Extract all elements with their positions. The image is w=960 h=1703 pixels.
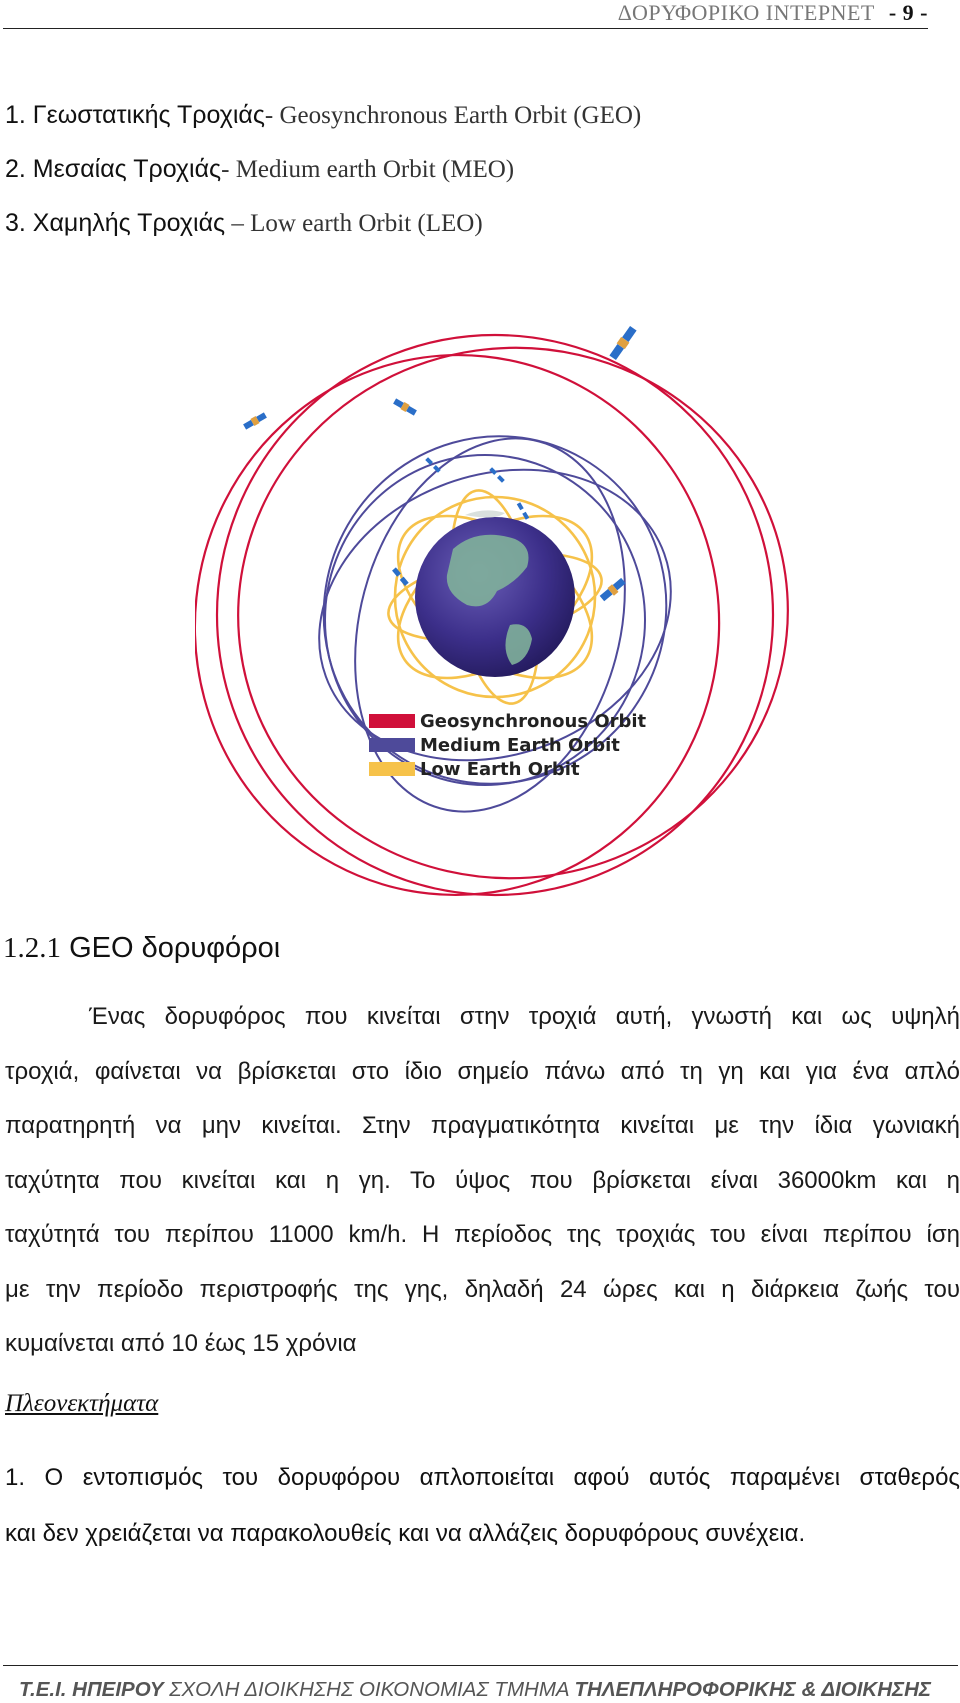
list-item-english: Low earth Orbit (LEO) <box>250 210 483 237</box>
legend-meo-label: Medium Earth Orbit <box>420 735 620 756</box>
list-item-separator: - <box>264 102 280 129</box>
footer-institution: Τ.Ε.Ι. ΗΠΕΙΡΟΥ <box>19 1678 164 1701</box>
advantage-line: και δεν χρειάζεται να παρακολουθείς και να αλλάζεις δορυφόρους συνέχεια. <box>5 1520 806 1547</box>
advantages-list <box>5 1450 960 1562</box>
legend-geo-label: Geosynchronous Orbit <box>420 711 647 732</box>
advantages-heading: Πλεονεκτήματα <box>5 1390 159 1417</box>
paragraph-line: ταχύτητά του περίπου 11000 km/h. Η περίοδος της τροχιάς του είναι περίπου ίση <box>5 1221 960 1248</box>
section-title <box>3 932 280 965</box>
body-paragraph <box>5 990 960 1372</box>
list-item-english: Geosynchronous Earth Orbit (GEO) <box>279 102 642 129</box>
paragraph-line: ταχύτητα που κινείται και η γη. Το ύψος που βρίσκεται είναι 36000km και η <box>5 1166 960 1194</box>
list-item-separator: - <box>221 156 236 183</box>
list-item-separator: – <box>225 210 251 237</box>
advantage-line: 1. Ο εντοπισμός του δορυφόρου απλοποιείται αφού αυτός παραμένει σταθερός <box>5 1464 960 1491</box>
list-item-greek: 3. Χαμηλής Τροχιάς <box>5 209 226 237</box>
paragraph-line: τροχιά, φαίνεται να βρίσκεται στο ίδιο σημείο πάνω από τη γη και για ένα απλό <box>5 1057 960 1085</box>
legend-leo-label: Low Earth Orbit <box>420 759 580 780</box>
paragraph-line: κυμαίνεται από 10 έως 15 χρόνια <box>5 1330 357 1357</box>
section-number: 1.2.1 <box>3 932 61 964</box>
orbits-diagram <box>195 325 795 900</box>
section-heading: GEO δορυφόροι <box>69 932 281 964</box>
earth-globe-icon <box>415 510 575 677</box>
orbit-legend <box>369 711 647 780</box>
page-footer <box>3 1665 958 1703</box>
header-title: ΔΟΡΥΦΟΡΙΚΟ ΙΝΤΕΡΝΕΤ <box>617 0 875 25</box>
list-item-english: Medium earth Orbit (MEO) <box>235 156 515 183</box>
paragraph-line: Ένας δορυφόρος που κινείται στην τροχιά αυτή, γνωστή και ως υψηλή <box>89 1003 960 1030</box>
list-item-greek: 1. Γεωστατικής Τροχιάς <box>5 101 265 129</box>
paragraph-line: παρατηρητή να μην κινείται. Στην πραγματικότητα κινείται με την ίδια γωνιακή <box>5 1112 960 1139</box>
list-item <box>5 149 641 203</box>
list-item <box>5 95 641 149</box>
list-item <box>5 203 641 257</box>
orbit-type-list <box>5 95 641 257</box>
page-header <box>3 0 928 29</box>
footer-department: ΤΗΛΕΠΛΗΡΟΦΟΡΙΚΗΣ & ΔΙΟΙΚΗΣΗΣ <box>574 1678 932 1701</box>
paragraph-line: με την περίοδο περιστροφής της γης, δηλαδή 24 ώρες και η διάρκεια ζωής του <box>5 1275 960 1303</box>
footer-school: ΣΧΟΛΗ ΔΙΟΙΚΗΣΗΣ ΟΙΚΟΝΟΜΙΑΣ ΤΜΗΜΑ <box>163 1678 575 1701</box>
list-item-greek: 2. Μεσαίας Τροχιάς <box>5 155 222 183</box>
page-number: - 9 - <box>888 0 928 25</box>
